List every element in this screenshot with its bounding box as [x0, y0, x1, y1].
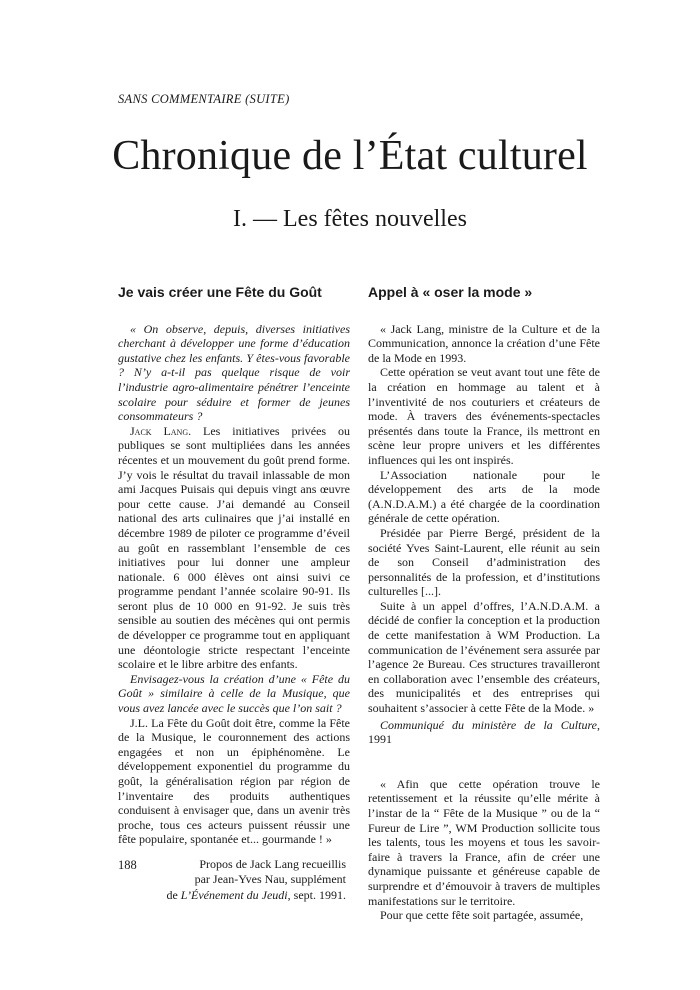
source-title: Communiqué du ministère de la Culture — [380, 717, 597, 732]
publication-name: L’Événement du Jeudi — [180, 887, 288, 902]
paragraph-4: Présidée par Pierre Bergé, président de la société Yves Saint-Laurent, elle réunit au sein de son Conseil d’administration des personnalités de la profession, et d’institutions culturelles [...]. — [368, 525, 600, 599]
attribution-line-3 — [118, 888, 350, 904]
interview-answer-2: J.L. La Fête du Goût doit être, comme la Fête de la Musique, le couronnement des actions engagées et non un épiphénomène. Le développement exponentiel du programme du goût, la généralisation région par région de l’inventaire des produits authentiques conduisent à envisager que, dans un avenir très proche, tous ces acteurs puissent réussir une fête populaire, spontanée et... gourmande ! » — [118, 715, 350, 847]
interview-question-2: Envisagez-vous la création d’une « Fête du Goût » similaire à celle de la Musique, que vous avez lancée avec le succès que l’on sait ? — [118, 671, 350, 716]
paragraph-3: L’Association nationale pour le développement des arts de la mode (A.N.D.A.M.) a été chargée de la coordination générale de cette opération. — [368, 467, 600, 526]
source-credit — [368, 718, 600, 747]
paragraph-1: « Jack Lang, ministre de la Culture et de la Communication, annonce la création d’une Fête de la Mode en 1993. — [368, 321, 600, 365]
page-title: Chronique de l’État culturel — [112, 133, 588, 179]
attribution-line-1: Propos de Jack Lang recueillis — [199, 856, 346, 871]
right-column — [368, 285, 600, 923]
interview-answer-1 — [118, 424, 350, 672]
article-attribution — [118, 857, 350, 904]
speaker-name: Jack Lang. — [130, 423, 192, 438]
paragraph-2: Cette opération se veut avant tout une fête de la création en hommage au talent et à l’inventivité de nos couturiers et créateurs de mode. À travers des événements-spectacles présentés dans toute la France, ils mettront en scène leur propre univers et les différentes influences qui les ont inspirés. — [368, 365, 600, 467]
interview-question-1: « On observe, depuis, diverses initiatives cherchant à développer une forme d’éducation gustative chez les enfants. Y êtes-vous favorable ? N’y a-t-il pas quelque risque de voir l’industrie agro-alimentaire pénétrer l’enceinte scolaire pour séduire et former de jeunes consommateurs ? — [118, 321, 350, 424]
running-head: SANS COMMENTAIRE (SUITE) — [118, 92, 290, 106]
attribution-line-2: par Jean-Yves Nau, supplément — [194, 872, 346, 887]
right-article-heading: Appel à « oser la mode » — [368, 284, 533, 300]
paragraph-5: Suite à un appel d’offres, l’A.N.D.A.M. a décidé de confier la conception et la production de cette manifestation à WM Production. La communication de l’événement sera assurée par l’agence 2e Bureau. Ces structures travailleront en collaboration avec l’ensemble des créateurs, des municipalités et des entreprises qui souhaitent s’associer à cette Fête de la Mode. » — [368, 598, 600, 716]
left-column — [118, 285, 350, 903]
left-article-heading: Je vais créer une Fête du Goût — [118, 284, 322, 300]
attribution-prefix: de — [166, 887, 181, 902]
paragraph-6: « Afin que cette opération trouve le retentissement et la réussite qu’elle mérite à l’instar de la “ Fête de la Musique ” ou de la “ Fureur de Lire ”, WM Production sollicite tous les talents, tous les moyens et tous les savoir-faire à travers la France, afin de créer une dynamique puissante et généreuse capable de surprendre et d’émouvoir à travers de multiples manifestations sur le territoire. — [368, 776, 600, 908]
answer-1-text: Les initiatives privées ou publiques se sont multipliées dans les années récentes et un mouvement du goût prend forme. J’y vois le résultat du travail inlassable de mon ami Jacques Puisais qui depuis vingt ans œuvre pour cette cause. J’ai demandé au Conseil national des arts culinaires que j’ai installé en décembre 1989 de piloter ce programme d’éveil au goût en rassemblant l’ensemble de ces initiatives pour lui donner une ampleur nationale. 6 000 élèves ont ainsi suivi ce programme pendant l’année scolaire 90-91. Ils seront plus de 10 000 en 91-92. Je suis très sensible au soutien des mécènes qui ont permis de développer ce programme tout en appliquant une déontologie stricte respectant l’enceinte scolaire et le libre arbitre des enfants. — [118, 423, 350, 672]
section-gap — [368, 747, 600, 777]
paragraph-7: Pour que cette fête soit partagée, assumée, — [380, 908, 584, 923]
section-subtitle: I. — Les fêtes nouvelles — [233, 206, 467, 232]
source-year: , 1991 — [368, 717, 600, 747]
page-number: 188 — [118, 858, 137, 872]
publication-date: , sept. 1991. — [287, 887, 346, 902]
